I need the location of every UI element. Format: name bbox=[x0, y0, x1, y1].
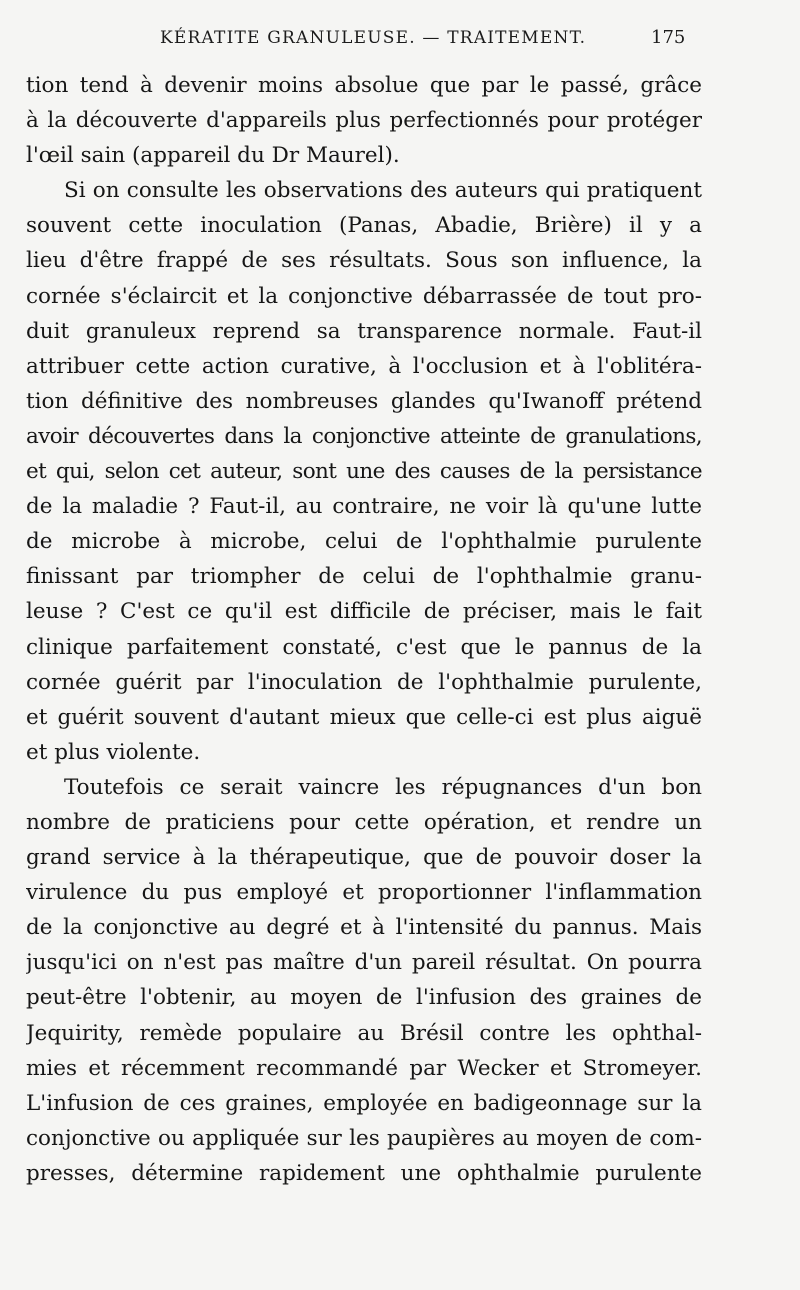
body-text bbox=[26, 68, 702, 1191]
paragraph-3 bbox=[26, 770, 702, 1191]
text-line: attribuer cette action curative, à l'occlusion et à l'oblitéra- bbox=[26, 353, 702, 379]
text-line: de microbe à microbe, celui de l'ophthalmie purulente bbox=[26, 529, 702, 555]
text-line: leuse ? C'est ce qu'il est difficile de préciser, mais le fait bbox=[26, 599, 702, 625]
text-line: mies et récemment recommandé par Wecker et Stromeyer. bbox=[26, 1055, 702, 1081]
paragraph-2 bbox=[26, 173, 702, 770]
text-line: conjonctive ou appliquée sur les paupières au moyen de com- bbox=[26, 1125, 702, 1151]
text-line: et qui, selon cet auteur, sont une des causes de la persistance bbox=[26, 459, 702, 485]
page-number: 175 bbox=[651, 27, 686, 48]
text-line: de la conjonctive au degré et à l'intensité du pannus. Mais bbox=[26, 915, 702, 941]
text-line: et plus violente. bbox=[26, 739, 201, 765]
text-line: duit granuleux reprend sa transparence normale. Faut-il bbox=[26, 318, 702, 344]
text-line: Jequirity, remède populaire au Brésil contre les ophthal- bbox=[26, 1020, 702, 1046]
text-line: grand service à la thérapeutique, que de pouvoir doser la bbox=[26, 845, 702, 871]
text-line: à la découverte d'appareils plus perfectionnés pour protéger bbox=[26, 108, 702, 134]
text-line: lieu d'être frappé de ses résultats. Sous son influence, la bbox=[26, 248, 702, 274]
text-line: cornée s'éclaircit et la conjonctive débarrassée de tout pro- bbox=[26, 283, 702, 309]
text-line: nombre de praticiens pour cette opération, et rendre un bbox=[26, 809, 702, 835]
text-line: presses, détermine rapidement une ophthalmie purulente bbox=[26, 1160, 702, 1186]
text-line: avoir découvertes dans la conjonctive atteinte de granulations, bbox=[26, 423, 702, 449]
text-line: tion définitive des nombreuses glandes qu'Iwanoff prétend bbox=[26, 388, 702, 414]
text-line: tion tend à devenir moins absolue que par le passé, grâce bbox=[26, 73, 702, 98]
text-line: peut-être l'obtenir, au moyen de l'infusion des graines de bbox=[26, 985, 702, 1011]
text-line: clinique parfaitement constaté, c'est que le pannus de la bbox=[26, 634, 702, 660]
text-line: jusqu'ici on n'est pas maître d'un pareil résultat. On pourra bbox=[26, 950, 702, 976]
running-title: KÉRATITE GRANULEUSE. — TRAITEMENT. bbox=[160, 28, 587, 48]
text-line: Toutefois ce serait vaincre les répugnances d'un bon bbox=[64, 774, 702, 800]
text-line: virulence du pus employé et proportionner l'inflammation bbox=[26, 880, 702, 906]
text-line: cornée guérit par l'inoculation de l'ophthalmie purulente, bbox=[26, 669, 702, 695]
text-line: et guérit souvent d'autant mieux que celle-ci est plus aiguë bbox=[26, 704, 702, 730]
text-line: l'œil sain (appareil du Dr Maurel). bbox=[26, 143, 400, 169]
text-line: L'infusion de ces graines, employée en badigeonnage sur la bbox=[26, 1090, 702, 1116]
text-line: souvent cette inoculation (Panas, Abadie, Brière) il y a bbox=[26, 213, 702, 239]
paragraph-1 bbox=[26, 68, 702, 173]
text-line: de la maladie ? Faut-il, au contraire, ne voir là qu'une lutte bbox=[26, 494, 702, 520]
text-line: Si on consulte les observations des auteurs qui pratiquent bbox=[64, 178, 702, 204]
text-line: finissant par triompher de celui de l'ophthalmie granu- bbox=[26, 564, 702, 590]
